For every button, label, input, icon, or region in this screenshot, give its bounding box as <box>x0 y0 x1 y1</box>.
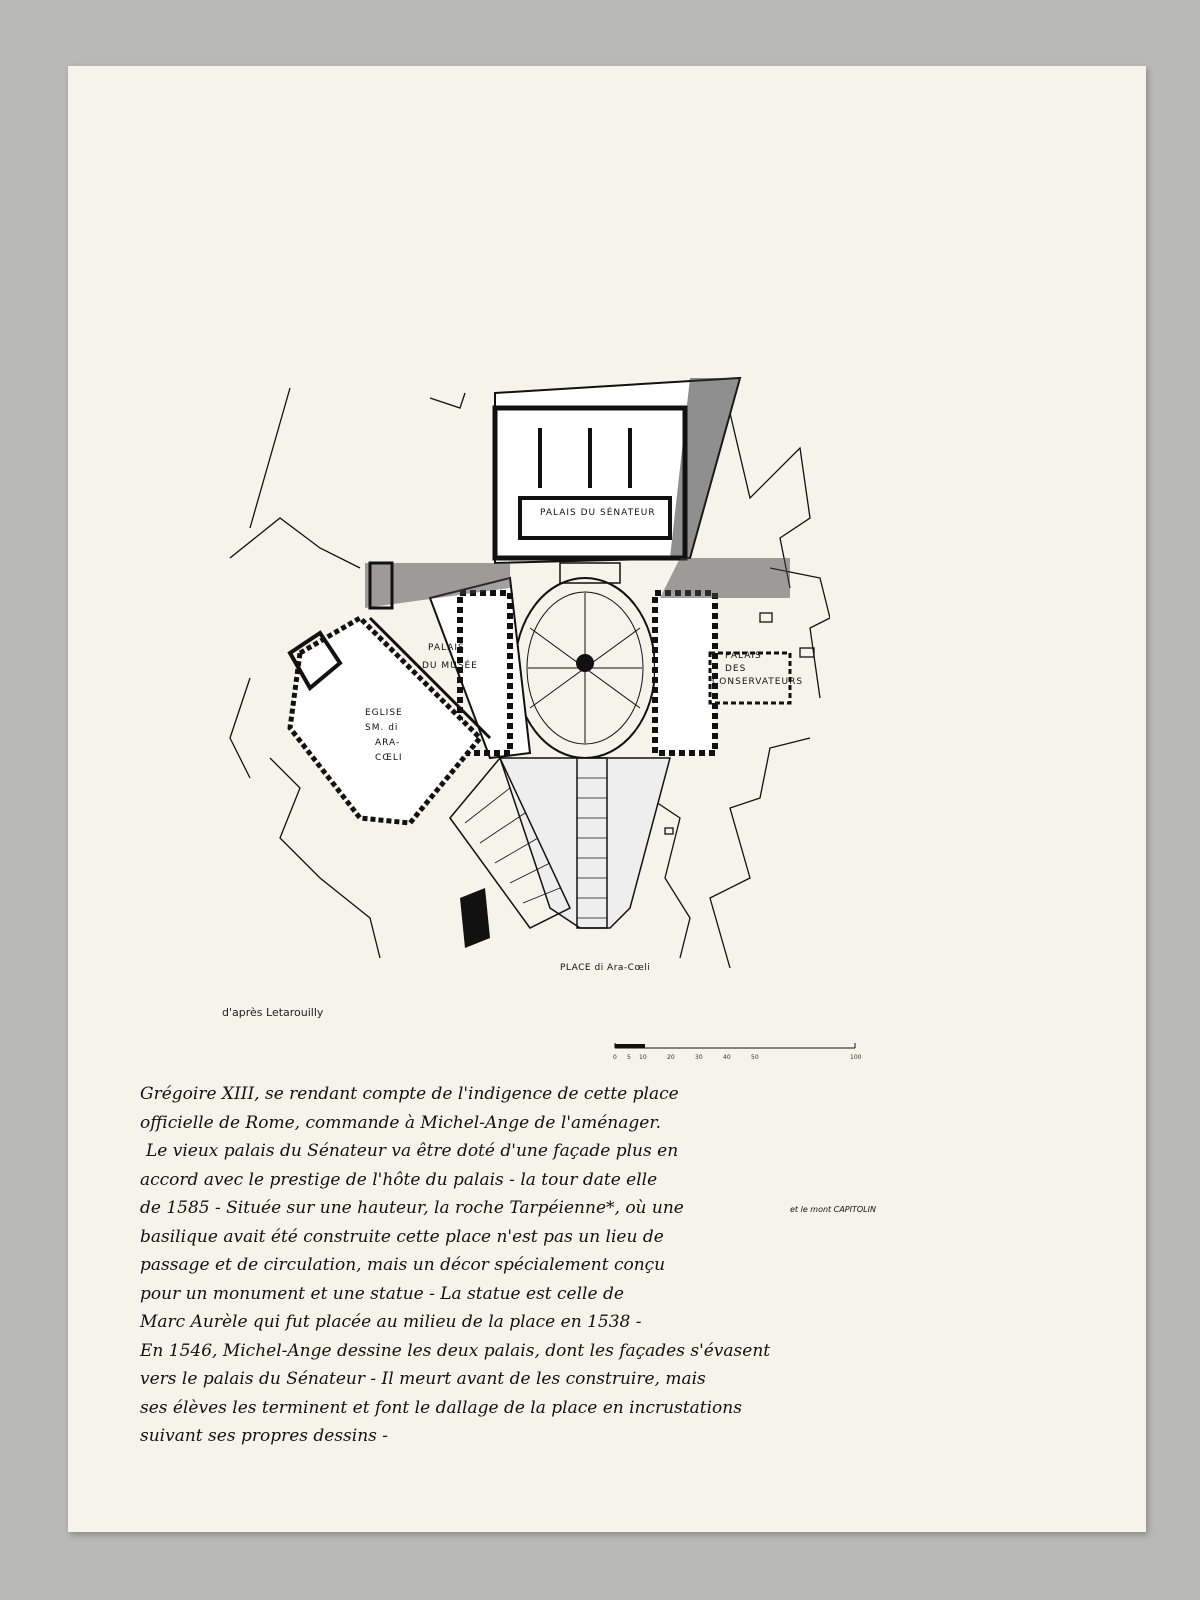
text-line: Le vieux palais du Sénateur va être doté d'une façade plus en <box>146 1141 679 1161</box>
superscript-note: et le mont CAPITOLIN <box>790 1205 876 1214</box>
label-palais-conservateurs-2: DES <box>725 664 747 674</box>
text-line: pour un monument et une statue - La statue est celle de <box>140 1283 624 1304</box>
scale-tick-50: 50 <box>751 1054 759 1061</box>
label-eglise-4: CŒLI <box>375 753 403 763</box>
label-palais-conservateurs-1: PALAIS <box>725 651 762 661</box>
scale-bar-graphic <box>535 1038 865 1054</box>
text-line: officielle de Rome, commande à Michel-Ange de l'aménager. <box>140 1112 661 1133</box>
scale-tick-0: 0 <box>613 1054 617 1061</box>
text-line: ses élèves les terminent et font le dallage de la place en incrustations <box>140 1397 742 1418</box>
label-palais-conservateurs-3: CONSERVATEURS <box>712 677 804 687</box>
plan-svg <box>210 318 830 978</box>
label-eglise-3: ARA- <box>375 738 401 748</box>
label-eglise-2: SM. di <box>365 723 399 733</box>
scale-tick-100: 100 <box>850 1054 862 1061</box>
drawing-credit: d'après Letarouilly <box>222 1006 324 1019</box>
label-palais-musee-1: PALAIS <box>428 643 465 653</box>
scale-tick-10: 10 <box>639 1054 647 1061</box>
cordonata-stairs <box>450 758 670 948</box>
text-line: vers le palais du Sénateur - Il meurt avant de les construire, mais <box>140 1369 706 1389</box>
text-line: suivant ses propres dessins - <box>140 1426 389 1446</box>
text-line: Grégoire XIII, se rendant compte de l'indigence de cette place <box>140 1084 679 1104</box>
text-line: En 1546, Michel-Ange dessine les deux palais, dont les façades s'évasent <box>140 1340 771 1361</box>
label-palais-senateur: PALAIS DU SÉNATEUR <box>540 508 656 518</box>
text-line: passage et de circulation, mais un décor spécialement conçu <box>140 1255 666 1275</box>
label-eglise-1: EGLISE <box>365 708 403 718</box>
capitol-plan-drawing <box>210 318 830 978</box>
palais-conservateurs-building <box>655 558 790 753</box>
label-palais-musee-2: DU MUSÉE <box>422 661 478 671</box>
text-line: Marc Aurèle qui fut placée au milieu de la place en 1538 - <box>140 1312 642 1332</box>
scale-tick-5: 5 <box>627 1054 631 1061</box>
handwritten-text <box>140 1080 970 1451</box>
text-line: de 1585 - Située sur une hauteur, la roche Tarpéienne*, où une <box>140 1198 684 1218</box>
palais-senateur-building <box>495 378 740 583</box>
scale-tick-20: 20 <box>667 1054 675 1061</box>
text-line: accord avec le prestige de l'hôte du palais - la tour date elle <box>140 1169 658 1190</box>
label-place-aracoeli: PLACE di Ara-Cœli <box>560 963 651 973</box>
text-line: basilique avait été construite cette place n'est pas un lieu de <box>140 1226 664 1247</box>
scale-tick-40: 40 <box>723 1054 731 1061</box>
piazza-oval <box>515 578 655 758</box>
scale-bar <box>535 1038 865 1066</box>
scale-tick-30: 30 <box>695 1054 703 1061</box>
